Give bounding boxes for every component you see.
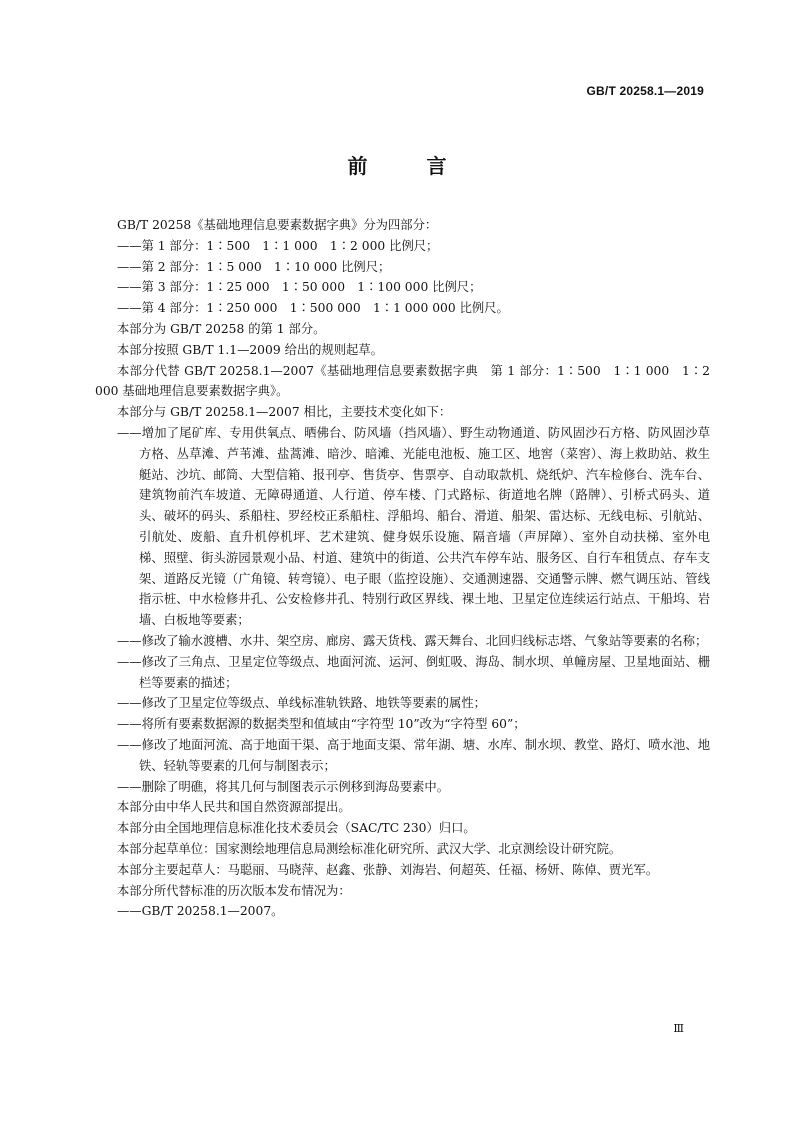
change-text: 修改了卫星定位等级点、单线标准轨铁路、地铁等要素的属性； bbox=[141, 696, 486, 711]
change-text: 增加了尾矿库、专用供氧点、晒佛台、防风墙（挡风墙）、野生动物通道、防风固沙石方格、防风固沙草方格、丛草滩、芦苇滩、盐蒿滩、暗沙、暗滩、光能电池板、施工区、地窖（菜窖）、海上救助站、救生艇站、沙坑、邮筒、大型信箱、报刊亭、售货亭、售票亭、自动取款机、烧纸炉、汽车检修台、洗车台、建筑物前汽车坡道、无障碍通道、人行道、停车楼、门式路标、街道地名牌（路牌）、引桥式码头、道头、破坏的码头、系船柱、罗经校正系船柱、浮船坞、船台、滑道、船架、雷达标、无线电标、引航站、引航处、废船、直升机停机坪、艺术建筑、健身娱乐设施、隔音墙（声屏障）、室外自动扶梯、室外电梯、照壁、街头游园景观小品、村道、建筑中的街道、公共汽车停车站、服务区、自行车租赁点、存车支架、道路反光镜（广角镜、转弯镜）、电子眼（监控设施）、交通测速器、交通警示牌、燃气调压站、管线指示桩、中水检修井孔、公安检修井孔、特别行政区界线、裸土地、卫星定位连续运行站点、干船坞、岩墙、白板地等要素； bbox=[139, 425, 710, 628]
part-list-item: ——第 3 部分：1∶25 000 1∶50 000 1∶100 000 比例尺； bbox=[117, 280, 482, 295]
paragraph: 本部分起草单位：国家测绘地理信息局测绘标准化研究所、武汉大学、北京测绘设计研究院。 bbox=[117, 841, 622, 856]
change-text: 修改了地面河流、高于地面干渠、高于地面支渠、常年湖、塘、水库、制水坝、教堂、路灯、喷水池、地铁、轻轨等要素的几何与制图表示； bbox=[139, 737, 710, 773]
part-list-item: ——第 4 部分：1∶250 000 1∶500 000 1∶1 000 000 比例尺。 bbox=[117, 301, 509, 316]
page-number: Ⅲ bbox=[673, 1023, 684, 1035]
paragraph: 本部分由中华人民共和国自然资源部提出。 bbox=[117, 800, 351, 815]
paragraph: 本部分按照 GB/T 1.1—2009 给出的规则起草。 bbox=[117, 342, 383, 357]
change-list-item: ——修改了卫星定位等级点、单线标准轨铁路、地铁等要素的属性； bbox=[117, 696, 486, 711]
change-list-item: ——修改了输水渡槽、水井、架空房、廊房、露天货栈、露天舞台、北回归线标志塔、气象站等要素的名称； bbox=[117, 633, 708, 648]
change-text: 删除了明礁，将其几何与制图表示示例移到海岛要素中。 bbox=[141, 779, 450, 794]
intro-paragraph: GB/T 20258《基础地理信息要素数据字典》分为四部分： bbox=[117, 218, 438, 232]
paragraph: 本部分与 GB/T 20258.1—2007 相比，主要技术变化如下： bbox=[117, 405, 452, 420]
page-title: 前 言 bbox=[347, 154, 473, 178]
standard-code: GB/T 20258.1—2019 bbox=[586, 84, 704, 98]
paragraph: ——GB/T 20258.1—2007。 bbox=[117, 904, 284, 919]
paragraph: 本部分主要起草人：马聪丽、马晓萍、赵鑫、张静、刘海岩、何超英、任福、杨妍、陈倬、贾光军。 bbox=[117, 862, 659, 877]
change-list-item: ——删除了明礁，将其几何与制图表示示例移到海岛要素中。 bbox=[117, 779, 450, 794]
change-list-item: ——增加了尾矿库、专用供氧点、晒佛台、防风墙（挡风墙）、野生动物通道、防风固沙石方格、防风固沙草方格、丛草滩、芦苇滩、盐蒿滩、暗沙、暗滩、光能电池板、施工区、地窖（菜窖）、海上救助站、救生艇站、沙坑、邮筒、大型信箱、报刊亭、售货亭、售票亭、自动取款机、烧纸炉、汽车检修台、洗车台、建筑物前汽车坡道、无障碍通道、人行道、停车楼、门式路标、街道地名牌（路牌）、引桥式码头、道头、破坏的码头、系船柱、罗经校正系船柱、浮船坞、船台、滑道、船架、雷达标、无线电标、引航站、引航处、废船、直升机停机坪、艺术建筑、健身娱乐设施、隔音墙（声屏障）、室外自动扶梯、室外电梯、照壁、街头游园景观小品、村道、建筑中的街道、公共汽车停车站、服务区、自行车租赁点、存车支架、道路反光镜（广角镜、转弯镜）、电子眼（监控设施）、交通测速器、交通警示牌、燃气调压站、管线指示桩、中水检修井孔、公安检修井孔、特别行政区界线、裸土地、卫星定位连续运行站点、干船坞、岩墙、白板地等要素； bbox=[117, 425, 710, 628]
change-text: 修改了输水渡槽、水井、架空房、廊房、露天货栈、露天舞台、北回归线标志塔、气象站等要素的名称； bbox=[141, 633, 708, 648]
document-body bbox=[95, 215, 710, 922]
change-list-item: ——修改了地面河流、高于地面干渠、高于地面支渠、常年湖、塘、水库、制水坝、教堂、路灯、喷水池、地铁、轻轨等要素的几何与制图表示； bbox=[117, 737, 710, 773]
part-list-item: ——第 1 部分：1∶500 1∶1 000 1∶2 000 比例尺； bbox=[117, 238, 439, 253]
change-list-item: ——修改了三角点、卫星定位等级点、地面河流、运河、倒虹吸、海岛、制水坝、单幢房屋、卫星地面站、栅栏等要素的描述； bbox=[117, 654, 710, 690]
change-text: 将所有要素数据源的数据类型和值域由“字符型 10”改为“字符型 60”； bbox=[141, 717, 526, 732]
paragraph: 本部分由全国地理信息标准化技术委员会（SAC/TC 230）归口。 bbox=[117, 821, 476, 836]
change-list-item: ——将所有要素数据源的数据类型和值域由“字符型 10”改为“字符型 60”； bbox=[117, 717, 526, 732]
change-text: 修改了三角点、卫星定位等级点、地面河流、运河、倒虹吸、海岛、制水坝、单幢房屋、卫星地面站、栅栏等要素的描述； bbox=[139, 654, 710, 690]
part-list-item: ——第 2 部分：1∶5 000 1∶10 000 比例尺； bbox=[117, 259, 391, 274]
paragraph: 本部分所代替标准的历次版本发布情况为： bbox=[117, 883, 351, 898]
paragraph: 本部分代替 GB/T 20258.1—2007《基础地理信息要素数据字典 第 1 部分：1∶500 1∶1 000 1∶2 000 基础地理信息要素数据字典》。 bbox=[95, 363, 710, 399]
paragraph: 本部分为 GB/T 20258 的第 1 部分。 bbox=[117, 321, 326, 336]
